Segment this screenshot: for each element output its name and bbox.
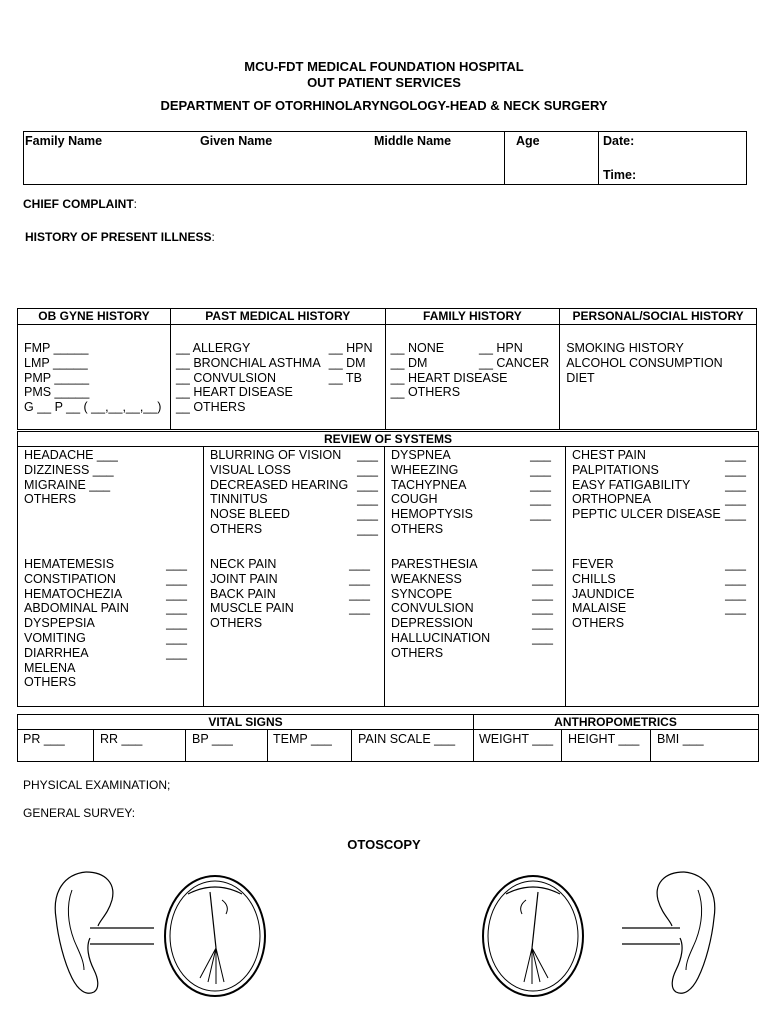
list-item: OTHERS [391,521,444,536]
list-item: MELENA [24,660,76,675]
list-item: WEAKNESS ___ [391,571,553,586]
list-item: HEMATEMESIS ___ [24,557,187,571]
list-item: __ ALLERGY [175,341,251,355]
list-item: BACK PAIN ___ [210,586,370,601]
family-history-right-list [479,341,549,371]
list-item: DIET [566,370,595,385]
list-item: CHEST PAIN ___ [572,448,746,462]
right-ear-icon [620,866,720,1000]
list-item: CHILLS ___ [572,571,746,586]
list-item: __ OTHERS [390,385,461,400]
department-name: DEPARTMENT OF OTORHINOLARYNGOLOGY-HEAD & NECK SURGERY [160,98,608,113]
list-item: JOINT PAIN ___ [210,571,370,586]
list-item: DYSPNEA ___ [391,448,551,462]
list-item: SYNCOPE ___ [391,586,553,601]
list-item: PEPTIC ULCER DISEASE ___ [572,507,746,522]
list-item: __ DM [390,355,428,370]
list-item: OTHERS [24,492,77,507]
list-item: __ OTHERS [175,400,246,415]
list-item: TACHYPNEA ___ [391,477,551,492]
list-item: JAUNDICE ___ [572,586,746,601]
temp-field: TEMP ___ [273,732,332,746]
list-item: G __ P __ ( __,__,__,__) [24,400,162,415]
hospital-name: MCU-FDT MEDICAL FOUNDATION HOSPITAL [244,59,524,74]
list-item: DEPRESSION ___ [391,616,553,631]
list-item: COUGH ___ [391,492,551,507]
list-item: BLURRING OF VISION ___ [210,448,378,462]
ros-bottom-col-3 [391,557,553,661]
otoscopy-title: OTOSCOPY [347,837,421,852]
past-medical-right-list [329,341,373,385]
middle-name-label: Middle Name [374,134,452,148]
past-medical-header: PAST MEDICAL HISTORY [170,309,385,325]
list-item: MUSCLE PAIN ___ [210,601,370,616]
list-item: __ HPN [328,341,373,355]
left-tympanic-membrane-icon [160,870,270,1000]
family-history-header: FAMILY HISTORY [385,309,560,325]
list-item: OTHERS ___ [210,521,378,536]
family-name-label: Family Name [25,134,103,148]
weight-field: WEIGHT ___ [479,732,554,746]
height-field: HEIGHT ___ [568,732,640,746]
list-item: __ CONVULSION [175,370,276,385]
list-item: HEMATOCHEZIA ___ [24,586,187,601]
list-item: PMP _____ [24,370,90,385]
bp-field: BP ___ [192,732,233,746]
physical-exam-label: PHYSICAL EXAMINATION; [23,778,171,792]
history-table [17,308,757,430]
list-item: LMP _____ [24,355,88,370]
rr-field: RR ___ [100,732,143,746]
vital-signs-header: VITAL SIGNS [208,715,283,729]
pr-field: PR ___ [23,732,65,746]
list-item: NECK PAIN ___ [210,557,370,571]
review-of-systems-box [17,431,759,707]
list-item: ABDOMINAL PAIN ___ [24,601,187,616]
list-item: ORTHOPNEA ___ [572,492,746,507]
list-item: VISUAL LOSS ___ [210,462,378,477]
personal-social-header: PERSONAL/SOCIAL HISTORY [560,309,757,325]
list-item: PALPITATIONS ___ [572,462,746,477]
list-item: __ BRONCHIAL ASTHMA [175,355,321,370]
vitals-box [17,714,759,762]
ob-gyne-header: OB GYNE HISTORY [18,309,171,325]
list-item: FEVER ___ [572,557,746,571]
list-item: MALAISE ___ [572,601,746,616]
list-item: HEMOPTYSIS ___ [391,507,551,522]
list-item: ALCOHOL CONSUMPTION [566,355,723,370]
ob-gyne-cell [18,325,171,430]
time-label: Time: [603,168,637,182]
list-item: FMP _____ [24,341,89,355]
ros-bottom-col-4 [572,557,746,631]
list-item: OTHERS [24,675,77,690]
list-item: DECREASED HEARING ___ [210,477,378,492]
list-item: CONVULSION ___ [391,601,553,616]
list-item: __ HPN [479,341,523,355]
left-ear-icon [50,866,160,1000]
date-label: Date: [603,134,635,148]
list-item: TINNITUS ___ [210,492,378,507]
anthropometrics-header: ANTHROPOMETRICS [554,715,677,729]
list-item: __ HEART DISEASE [390,370,508,385]
ros-top-col-2 [210,448,378,537]
general-survey-label: GENERAL SURVEY: [23,806,136,820]
list-item: NOSE BLEED ___ [210,507,378,522]
list-item: WHEEZING ___ [391,462,551,477]
list-item: __ CANCER [479,355,550,370]
list-item: HEADACHE ___ [24,448,118,462]
list-item: DIARRHEA ___ [24,645,187,660]
list-item: CONSTIPATION ___ [24,571,187,586]
list-item: MIGRAINE ___ [24,477,111,492]
list-item: DYSPEPSIA ___ [24,616,187,631]
list-item: __ HEART DISEASE [175,385,293,400]
personal-social-cell [560,325,757,430]
list-item: OTHERS [572,616,625,631]
ros-top-col-4 [572,448,746,522]
history-present-illness-label: HISTORY OF PRESENT ILLNESS: [25,230,215,244]
list-item: OTHERS [210,616,263,631]
list-item: __ NONE [390,341,445,355]
list-item: __ TB [328,370,362,385]
list-item: __ DM [328,355,366,370]
ros-bottom-col-2 [210,557,370,631]
pain-scale-field: PAIN SCALE ___ [358,732,456,746]
age-label: Age [516,134,540,148]
family-history-cell [385,325,560,430]
list-item: PARESTHESIA ___ [391,557,553,571]
ros-bottom-col-1 [24,557,187,690]
service-name: OUT PATIENT SERVICES [307,75,461,90]
list-item: OTHERS [391,645,444,660]
list-item: DIZZINESS ___ [24,462,114,477]
list-item: EASY FATIGABILITY ___ [572,477,746,492]
ros-top-col-3 [391,448,551,537]
given-name-label: Given Name [200,134,273,148]
patient-info-box [23,131,747,185]
past-medical-cell [170,325,385,430]
ros-top-col-1 [24,448,118,507]
review-of-systems-title: REVIEW OF SYSTEMS [323,432,452,446]
list-item: SMOKING HISTORY [566,341,684,355]
list-item: PMS _____ [24,385,90,400]
list-item: VOMITING ___ [24,630,187,645]
right-tympanic-membrane-icon [478,870,588,1000]
bmi-field: BMI ___ [657,732,704,746]
chief-complaint-label: CHIEF COMPLAINT: [23,197,138,211]
list-item: HALLUCINATION ___ [391,630,553,645]
